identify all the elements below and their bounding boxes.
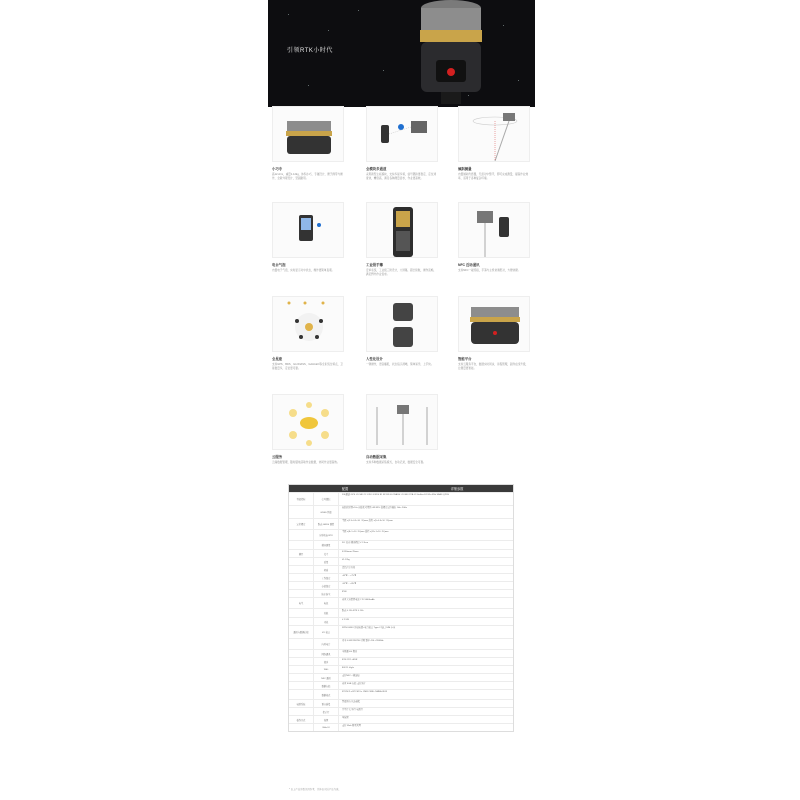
spec-header-detail: 详细参数 [450, 487, 464, 491]
handheld-link-thumbnail [366, 106, 438, 162]
spec-group [289, 618, 314, 625]
spec-row [289, 573, 513, 581]
tilt-pole-thumbnail [458, 106, 530, 162]
spec-row [289, 617, 513, 625]
spec-item: Web UI [314, 724, 339, 731]
feature-desc: 支持GPS、BDS、GLONASS、GALILEO等全系统全频点，卫星数量多，定位更可靠。 [272, 363, 343, 370]
spec-item: 静态 GNSS 测量 [314, 519, 339, 529]
feature-card [366, 106, 438, 180]
feature-card [458, 296, 530, 370]
spec-value: ≤ 2.5W [342, 619, 349, 621]
spec-group [289, 674, 314, 681]
spec-row [289, 657, 513, 665]
spec-row [289, 673, 513, 681]
spec-group: 辅助系统 [289, 700, 314, 707]
feature-card [272, 296, 344, 370]
spec-value: BT4.2/2.1+EDR [342, 659, 358, 661]
feature-title: 倾斜测量 [458, 167, 472, 171]
spec-group [289, 506, 314, 518]
spec-value: 静态 ≥ 15h RTK ≥ 10h [342, 610, 364, 612]
spec-item: 按键 [314, 716, 339, 723]
feature-desc: 采用新型主板模块，支持多星多频，信号跟踪更稳定，定位速度快，精度高，满足各种测量需求，作业更高效。 [366, 173, 437, 180]
spec-item: 工作温度 [314, 574, 339, 581]
spec-item: 网络通讯 [314, 650, 339, 657]
spec-value: 全网通 4G 模块 [342, 651, 358, 653]
feature-desc: 支持云服务平台，数据实时同步，远程管理，固件在线升级，让测量更智能。 [458, 363, 529, 370]
spec-row [289, 723, 513, 731]
gnss-receiver-image [416, 0, 486, 104]
spec-row [289, 681, 513, 689]
spec-row [289, 565, 513, 573]
spec-row [289, 557, 513, 565]
feature-desc: 支持多种数据采集模式，自动记录，数据安全可靠。 [366, 461, 426, 464]
spec-group [289, 541, 314, 549]
spec-group [289, 708, 314, 715]
spec-value: 智能语音 状态播报 [342, 701, 361, 703]
spec-item: GNSS 性能 [314, 506, 339, 518]
feature-desc: 云端数据管理，随时随地获取作业数据，协同作业更高效。 [272, 461, 340, 464]
hero-tagline: 引领RTK小时代 [287, 48, 333, 54]
feature-desc: 内置电子气泡，实时显示对中状态，操作更简单直观。 [272, 269, 335, 272]
receiver-closeup-thumbnail [458, 296, 530, 352]
spec-value: -55℃ ~ +85℃ [342, 583, 357, 585]
spec-group [289, 666, 314, 673]
spec-header-config: 配置 [341, 487, 349, 491]
spec-row [289, 699, 513, 707]
spec-row [289, 589, 513, 597]
spec-value: 802.11 b/g/n [342, 667, 355, 669]
spec-table-header [289, 485, 513, 492]
spec-group [289, 690, 314, 699]
spec-value: 支持NFC一碰连接 [342, 675, 360, 677]
spec-value: 功率 0.5W/1W/2W 可调 频率 410~470MHz [342, 640, 384, 642]
spec-row [289, 597, 513, 608]
spec-row [289, 608, 513, 617]
spec-item: WiFi [314, 666, 339, 673]
spec-item: 内置电台 [314, 639, 339, 649]
feature-card [458, 202, 530, 273]
feature-title: 全星座 [272, 357, 283, 361]
spec-group [289, 639, 314, 649]
spec-group [289, 582, 314, 589]
spec-rows [289, 492, 513, 731]
spec-row [289, 715, 513, 723]
spec-row [289, 540, 513, 549]
spec-row [289, 518, 513, 529]
spec-item: 倾斜测量 [314, 541, 339, 549]
receiver-thumbnail [272, 106, 344, 162]
feature-title: 自动数据采集 [366, 455, 387, 459]
spec-value: 内置大容量锂电池 7.2V 6800mAh [342, 599, 375, 601]
spec-value: 内置 8GB 存储 支持外扩 [342, 683, 366, 685]
spec-row [289, 649, 513, 657]
spec-row [289, 625, 513, 638]
feature-title: 电台气泡 [272, 263, 286, 267]
spec-item: 语音播报 [314, 700, 339, 707]
spec-value: Φ130mm×76mm [342, 551, 359, 553]
spec-group: 通讯与数据存储 [289, 626, 314, 638]
spec-item: 数据存储 [314, 682, 339, 689]
spec-value: RTCM 2.x RTCM 3.x CMR CMR+ NMEA 0183 [342, 691, 387, 693]
spec-group [289, 650, 314, 657]
spec-group [289, 724, 314, 731]
bubble-controller-thumbnail [272, 202, 344, 258]
spec-row [289, 505, 513, 518]
spec-group [289, 609, 314, 617]
spec-item: 电池 [314, 598, 339, 608]
spec-row [289, 529, 513, 540]
feature-card [272, 394, 344, 465]
spec-group: 电气 [289, 598, 314, 608]
cloud-service-thumbnail [272, 394, 344, 450]
spec-value: 支持 Web 网页管理 [342, 725, 361, 727]
spec-group [289, 558, 314, 565]
spec-item: 续航 [314, 609, 339, 617]
spec-row [289, 549, 513, 557]
spec-item: I/O 接口 [314, 626, 339, 638]
feature-card [272, 106, 344, 180]
spec-row [289, 665, 513, 673]
spec-value: 镁铝合金外壳 [342, 567, 356, 569]
spec-group: 操作方式 [289, 716, 314, 723]
feature-desc: 一键操作，语音播报，状态指示清晰，简单易学，上手快。 [366, 363, 434, 366]
spec-value: 卫星灯 信号灯 电源灯 [342, 709, 363, 711]
nfc-thumbnail [458, 202, 530, 258]
spec-group [289, 574, 314, 581]
spec-value: -45℃ ~ +75℃ [342, 575, 357, 577]
spec-group [289, 658, 314, 665]
spec-value: ≤1.12kg [342, 559, 350, 561]
spec-group [289, 530, 314, 540]
feature-title: 智能平台 [458, 357, 472, 361]
feature-title: 云服务 [272, 455, 283, 459]
spec-group [289, 566, 314, 573]
spec-row [289, 689, 513, 699]
spec-group: 性能指标 [289, 493, 314, 505]
spec-value: 336通道 GPS L1C/A L2C L2E L5 BDS B1 B2 B3 GLONASS L1C/A L2C/A L3 Galileo E1 E5a E5b SBAS QZSS [342, 494, 450, 496]
spec-table [288, 484, 514, 732]
spec-row [289, 581, 513, 589]
feature-title: 小巧专 [272, 167, 283, 171]
spec-row [289, 707, 513, 715]
feature-desc: 安卓系统，工业级三防设计，大屏幕，超长续航，操作流畅，满足野外作业需求。 [366, 269, 437, 276]
feature-title: 人性化设计 [366, 357, 383, 361]
data-collection-thumbnail [366, 394, 438, 450]
feature-title: 全模块多通道 [366, 167, 387, 171]
feature-card [366, 394, 438, 465]
spec-value: IP68 [342, 591, 347, 593]
spec-group [289, 590, 314, 597]
spec-item: 指示灯 [314, 708, 339, 715]
feature-desc: 支持NFC一碰连接，手簿与主机快速配对，方便快捷。 [458, 269, 521, 272]
feature-desc: 高12.2cm，重量1.12kg，体积小巧，专属设计，便于携带与操作，全新外观设计，坚固耐用。 [272, 173, 343, 180]
spec-item: 防水防尘 [314, 590, 339, 597]
spec-item: 尺寸 [314, 550, 339, 557]
feature-card [366, 202, 438, 276]
spec-item: NFC 通讯 [314, 674, 339, 681]
hero-banner [268, 0, 535, 107]
spec-item: 材质 [314, 566, 339, 573]
spec-value: 初始化时间<10s 初始化可靠性>99.99% 高精度定位输出 1Hz~20Hz [342, 507, 407, 509]
footnote: * 以上产品参数仅供参考，具体以实际产品为准。 [289, 788, 341, 791]
spec-value: 30° 以内 倾斜精度 ≤ 2.5cm [342, 542, 369, 544]
feature-desc: 内置倾斜传感器，无需对中整平，即可完成测量，提高作业效率，适用于各种复杂环境。 [458, 173, 529, 180]
spec-item: 存储温度 [314, 582, 339, 589]
spec-group: 硬件 [289, 550, 314, 557]
spec-item: 实时动态 RTK [314, 530, 339, 540]
spec-value: 单按键 [342, 717, 349, 719]
feature-title: 工业级手簿 [366, 263, 383, 267]
spec-group [289, 682, 314, 689]
feature-card [366, 296, 438, 367]
feature-card [272, 202, 344, 273]
constellation-thumbnail [272, 296, 344, 352]
controller-thumbnail [366, 202, 438, 258]
spec-row [289, 638, 513, 649]
spec-item: 信号跟踪 [314, 493, 339, 505]
feature-title: NFC 近场通讯 [458, 263, 480, 267]
spec-item: 数据格式 [314, 690, 339, 699]
spec-value: 5PIN LEMO 外接电源+电台接口 Type-C 接口 SIM 卡座 [342, 627, 396, 629]
spec-item: 重量 [314, 558, 339, 565]
spec-item: 功耗 [314, 618, 339, 625]
spec-value: 平面 ±(8+1×10⁻⁶D)mm 高程 ±(15+1×10⁻⁶D)mm [342, 531, 389, 533]
spec-item: 蓝牙 [314, 658, 339, 665]
spec-value: 平面 ±(2.5+0.5×10⁻⁶D)mm 高程 ±(5+0.5×10⁻⁶D)mm [342, 520, 393, 522]
feature-card [458, 106, 530, 180]
receiver-back-thumbnail [366, 296, 438, 352]
spec-row [289, 492, 513, 505]
spec-group: 定位精度 [289, 519, 314, 529]
